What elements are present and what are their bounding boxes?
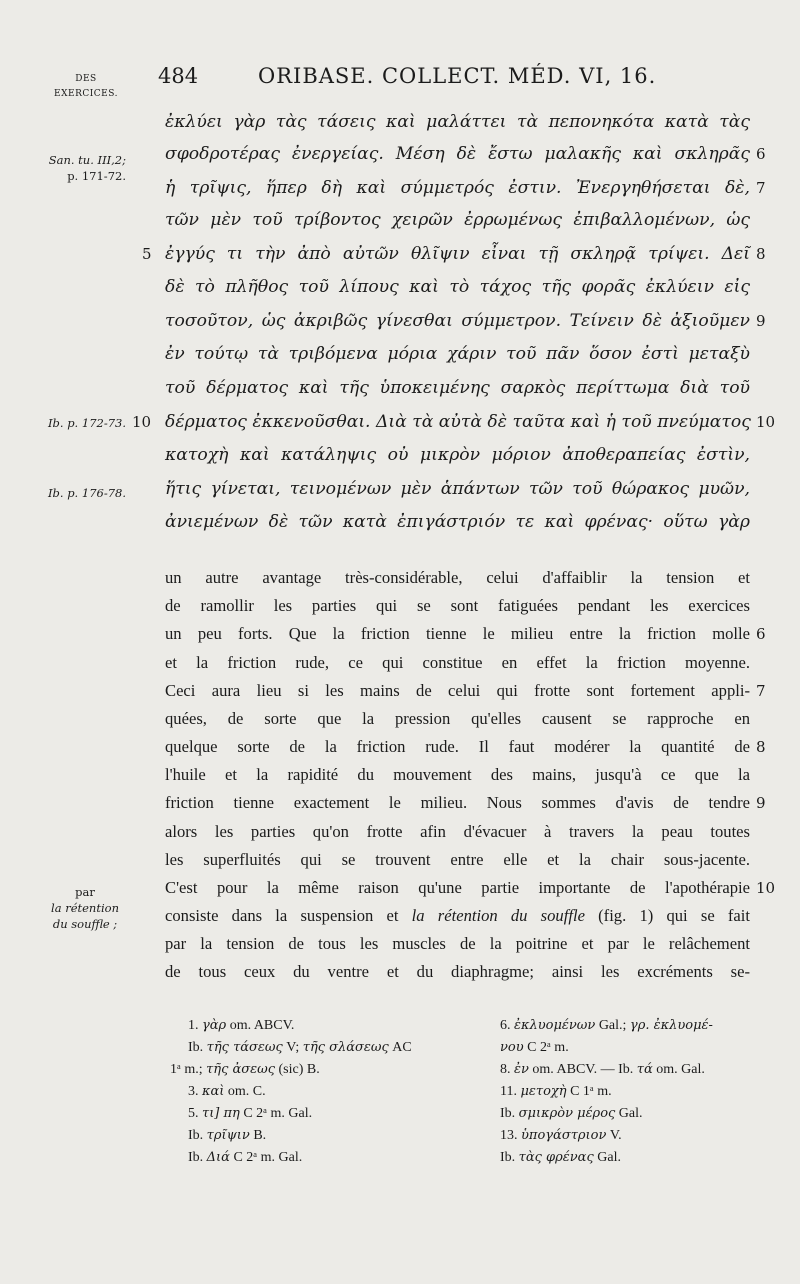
- greek-line: ἐγγύς τι τὴν ἀπὸ αὐτῶν θλῖψιν εἶναι τῇ σκληρᾷ τρίψει. Δεῖ: [165, 244, 750, 264]
- greek-line-number-right: 6: [756, 145, 766, 163]
- french-line-number: 10: [756, 879, 776, 897]
- footnote: 8. ἐν om. ABCV. — Ib. τά om. Gal.: [500, 1062, 705, 1077]
- footnote: Ib. τῆς τάσεως V; τῆς σλάσεως AC: [188, 1040, 412, 1055]
- margin-reference-2: Ib. p. 172-73.: [47, 416, 126, 430]
- margin-reference-1a: San. tu. III,2;: [48, 153, 126, 167]
- french-line-number: 6: [756, 625, 766, 643]
- footnote: 6. ἐκλυομένων Gal.; γρ. ἐκλυομέ-: [500, 1018, 713, 1033]
- greek-line: κατοχὴ καὶ κατάληψις οὐ μικρὸν μόριον ἀποθεραπείας ἐστὶν,: [165, 445, 750, 465]
- margin-reference-3: Ib. p. 176-78.: [47, 486, 126, 500]
- french-line: C'est pour la même raison qu'une partie importante de l'apothérapie: [165, 878, 750, 897]
- greek-line: ἡ τρῖψις, ἥπερ δὴ καὶ σύμμετρός ἐστιν. Ἐνεργηθήσεται δὲ,: [165, 178, 750, 198]
- footnote: νου C 2ᵃ m.: [500, 1040, 569, 1055]
- footnote: Ib. σμικρὸν μέρος Gal.: [500, 1106, 643, 1121]
- greek-line: τοσοῦτον, ὡς ἀκριβῶς γίνεσθαι σύμμετρον. Τείνειν δὲ ἀξιοῦμεν: [165, 311, 750, 331]
- greek-line-number-left: 5: [142, 245, 152, 263]
- french-line-with-italic: consiste dans la suspension et la rétention du souffle (fig. 1) qui se fait: [165, 906, 751, 925]
- greek-line-number-left: 10: [132, 413, 152, 431]
- french-margin-note: par la rétention du souffle ;: [51, 885, 119, 931]
- french-line: quées, de sorte que la pression qu'elles causent se rapproche en: [165, 709, 750, 728]
- greek-line-number-right: 10: [756, 413, 776, 431]
- footnote: 3. καὶ om. C.: [188, 1084, 266, 1099]
- footnote: 11. μετοχὴ C 1ᵃ m.: [500, 1084, 612, 1099]
- french-line: alors les parties qu'on frotte afin d'évacuer à travers la peau toutes: [165, 822, 750, 841]
- french-line: et la friction rude, ce qui constitue en effet la friction moyenne.: [165, 653, 750, 672]
- greek-line: ἐν τούτῳ τὰ τριβόμενα μόρια χάριν τοῦ πᾶν ὅσον ἐστὶ μεταξὺ: [165, 344, 750, 364]
- greek-line: ἥτις γίνεται, τεινομένων μὲν ἁπάντων τῶν τοῦ θώρακος μυῶν,: [165, 479, 750, 499]
- greek-line-number-right: 7: [756, 179, 766, 197]
- footnote: 5. τι] πη C 2ᵃ m. Gal.: [188, 1106, 313, 1121]
- italic-term: la rétention du souffle: [411, 906, 585, 925]
- footnote: Ib. τρῖψιν B.: [188, 1128, 267, 1143]
- french-line-number: 9: [756, 794, 766, 812]
- greek-line: ἀνιεμένων δὲ τῶν κατὰ ἐπιγάστριόν τε καὶ φρένας· οὕτω γὰρ: [165, 512, 750, 532]
- greek-line-number-right: 9: [756, 312, 766, 330]
- french-line: l'huile et la rapidité du mouvement des mains, jusqu'à ce que la: [165, 765, 750, 784]
- greek-line: τῶν μὲν τοῦ τρίβοντος χειρῶν ἐρρωμένως ἐπιβαλλομένων, ὡς: [165, 210, 750, 230]
- greek-line: τοῦ δέρματος καὶ τῆς ὑποκειμένης σαρκὸς περίττωμα διὰ τοῦ: [165, 378, 750, 398]
- greek-line: δὲ τὸ πλῆθος τοῦ λίπους καὶ τὸ τάχος τῆς φορᾶς ἐκλύειν εἰς: [165, 277, 750, 297]
- french-line: de ramollir les parties qui se sont fatiguées pendant les exercices: [165, 596, 750, 615]
- side-heading-line-2: EXERCICES.: [54, 89, 118, 99]
- greek-line: σφοδροτέρας ἐνεργείας. Μέση δὲ ἔστω μαλακῆς καὶ σκληρᾶς: [165, 144, 750, 164]
- greek-line: ἐκλύει γὰρ τὰς τάσεις καὶ μαλάττει τὰ πεπονηκότα κατὰ τὰς: [165, 112, 750, 132]
- footnote: 13. ὑπογάστριον V.: [500, 1128, 622, 1143]
- side-heading-line-1: DES: [75, 74, 97, 84]
- footnote: Ib. τὰς φρένας Gal.: [500, 1150, 621, 1165]
- greek-line-number-right: 8: [756, 245, 766, 263]
- running-title: ORIBASE. COLLECT. MÉD. VI, 16.: [258, 64, 657, 88]
- french-line: par la tension de tous les muscles de la poitrine et par le relâchement: [165, 934, 750, 953]
- french-line: Ceci aura lieu si les mains de celui qui frotte sont fortement appli-: [165, 681, 750, 700]
- greek-line: δέρματος ἐκκενοῦσθαι. Διὰ τὰ αὐτὰ δὲ ταῦτα καὶ ἡ τοῦ πνεύματος: [165, 412, 751, 432]
- french-line: quelque sorte de la friction rude. Il faut modérer la quantité de: [165, 737, 750, 756]
- french-line: friction tienne exactement le milieu. Nous sommes d'avis de tendre: [165, 793, 750, 812]
- section-side-heading: [30, 72, 142, 102]
- footnote: Ib. Διά C 2ᵃ m. Gal.: [188, 1150, 303, 1165]
- french-line: de tous ceux du ventre et du diaphragme; ainsi les excréments se-: [165, 962, 750, 981]
- page-number: 484: [158, 64, 199, 88]
- french-line: un peu forts. Que la friction tienne le milieu entre la friction molle: [165, 624, 750, 643]
- french-line-number: 8: [756, 738, 766, 756]
- footnote: 1. γὰρ om. ABCV.: [188, 1018, 295, 1033]
- margin-reference-1b: p. 171-72.: [67, 169, 126, 183]
- french-line: les superfluités qui se trouvent entre elle et la chair sous-jacente.: [165, 850, 750, 869]
- footnote: 1ᵃ m.; τῆς ἀσεως (sic) B.: [170, 1062, 320, 1077]
- french-line: un autre avantage très-considérable, celui d'affaiblir la tension et: [165, 568, 750, 587]
- french-line-number: 7: [756, 682, 766, 700]
